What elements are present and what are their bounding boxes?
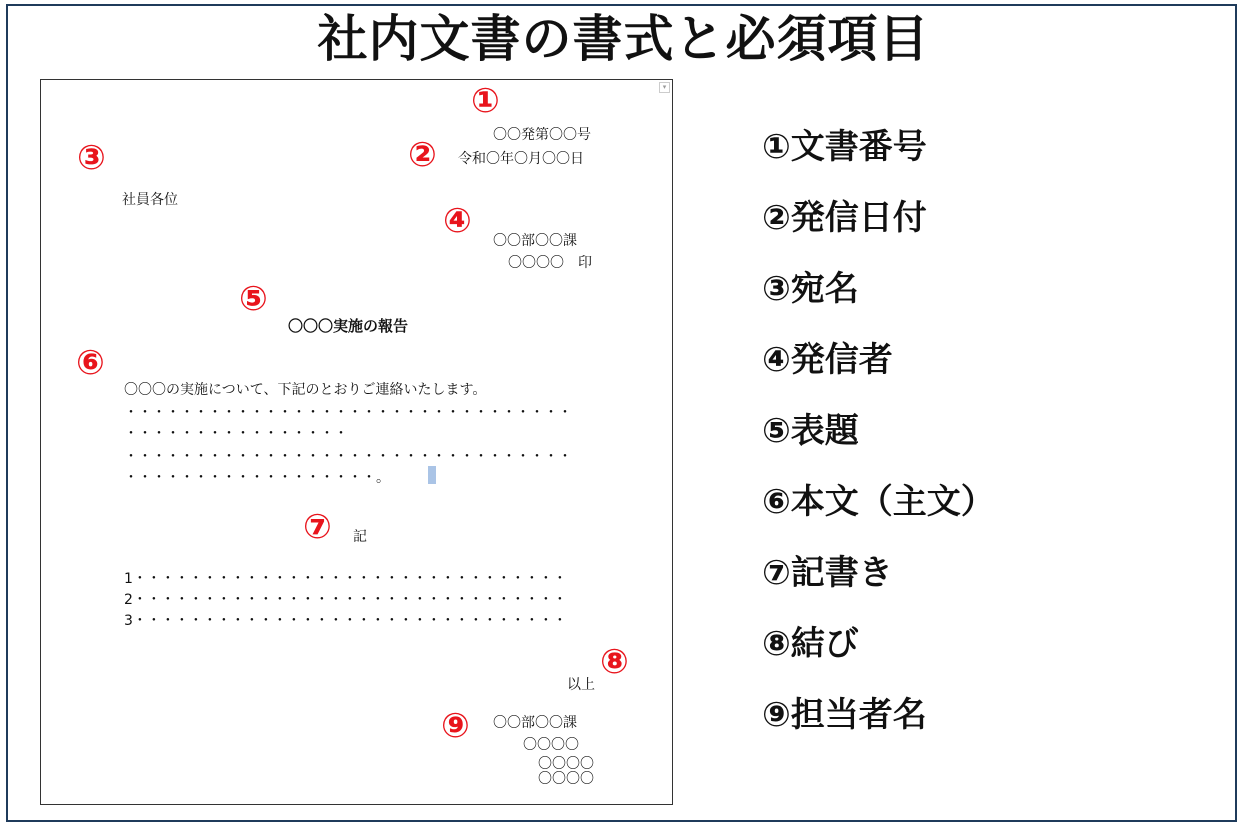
legend-list [762,108,1222,747]
legend-item-date: ②発信日付 [762,198,927,238]
marker-1: ① [471,81,500,121]
contact-detail: 〇〇〇〇 [538,771,594,787]
addressee: 社員各位 [122,192,178,208]
marker-5: ⑤ [239,279,268,319]
item-line: 2・・・・・・・・・・・・・・・・・・・・・・・・・・・・・・・ [124,592,567,608]
marker-6: ⑥ [76,343,105,383]
item-line: 1・・・・・・・・・・・・・・・・・・・・・・・・・・・・・・・ [124,571,567,587]
marker-3: ③ [77,138,106,178]
ki-heading: 記 [353,529,367,545]
marker-4: ④ [443,201,472,241]
issue-date: 令和〇年〇月〇〇日 [458,151,584,167]
marker-2: ② [408,135,437,175]
body-line: 〇〇〇の実施について、下記のとおりご連絡いたします。 [124,382,487,398]
subject-heading: 〇〇〇実施の報告 [288,317,409,335]
body-line: ・・・・・・・・・・・・・・・・ [124,426,348,442]
dropdown-arrow-icon[interactable]: ▾ [659,82,670,93]
legend-item-sender: ④発信者 [762,340,893,380]
marker-8: ⑧ [600,642,629,682]
contact-name: 〇〇〇〇 [523,737,579,753]
body-line: ・・・・・・・・・・・・・・・・・・。 [124,470,390,486]
legend-item-addressee: ③宛名 [762,269,859,309]
legend-item-closing: ⑧結び [762,624,859,664]
sender-name-seal: 〇〇〇〇 印 [508,255,592,271]
marker-9: ⑨ [441,706,470,746]
body-line: ・・・・・・・・・・・・・・・・・・・・・・・・・・・・・・・・ [124,405,572,421]
legend-item-contact: ⑨担当者名 [762,695,927,735]
body-line: ・・・・・・・・・・・・・・・・・・・・・・・・・・・・・・・・ [124,449,572,465]
doc-number: 〇〇発第〇〇号 [493,127,591,143]
legend-item-subject: ⑤表題 [762,411,859,451]
legend-item-doc-number: ①文書番号 [762,127,927,167]
legend-item-ki: ⑦記書き [762,553,893,593]
marker-7: ⑦ [303,507,332,547]
legend-item-body: ⑥本文（主文） [762,482,995,522]
contact-detail: 〇〇〇〇 [538,756,594,772]
text-cursor [428,466,436,484]
contact-department: 〇〇部〇〇課 [493,715,577,731]
closing-word: 以上 [567,677,595,693]
sender-department: 〇〇部〇〇課 [493,233,577,249]
item-line: 3・・・・・・・・・・・・・・・・・・・・・・・・・・・・・・・ [124,613,567,629]
page-title: 社内文書の書式と必須項目 [317,10,930,68]
document-preview [40,79,673,805]
